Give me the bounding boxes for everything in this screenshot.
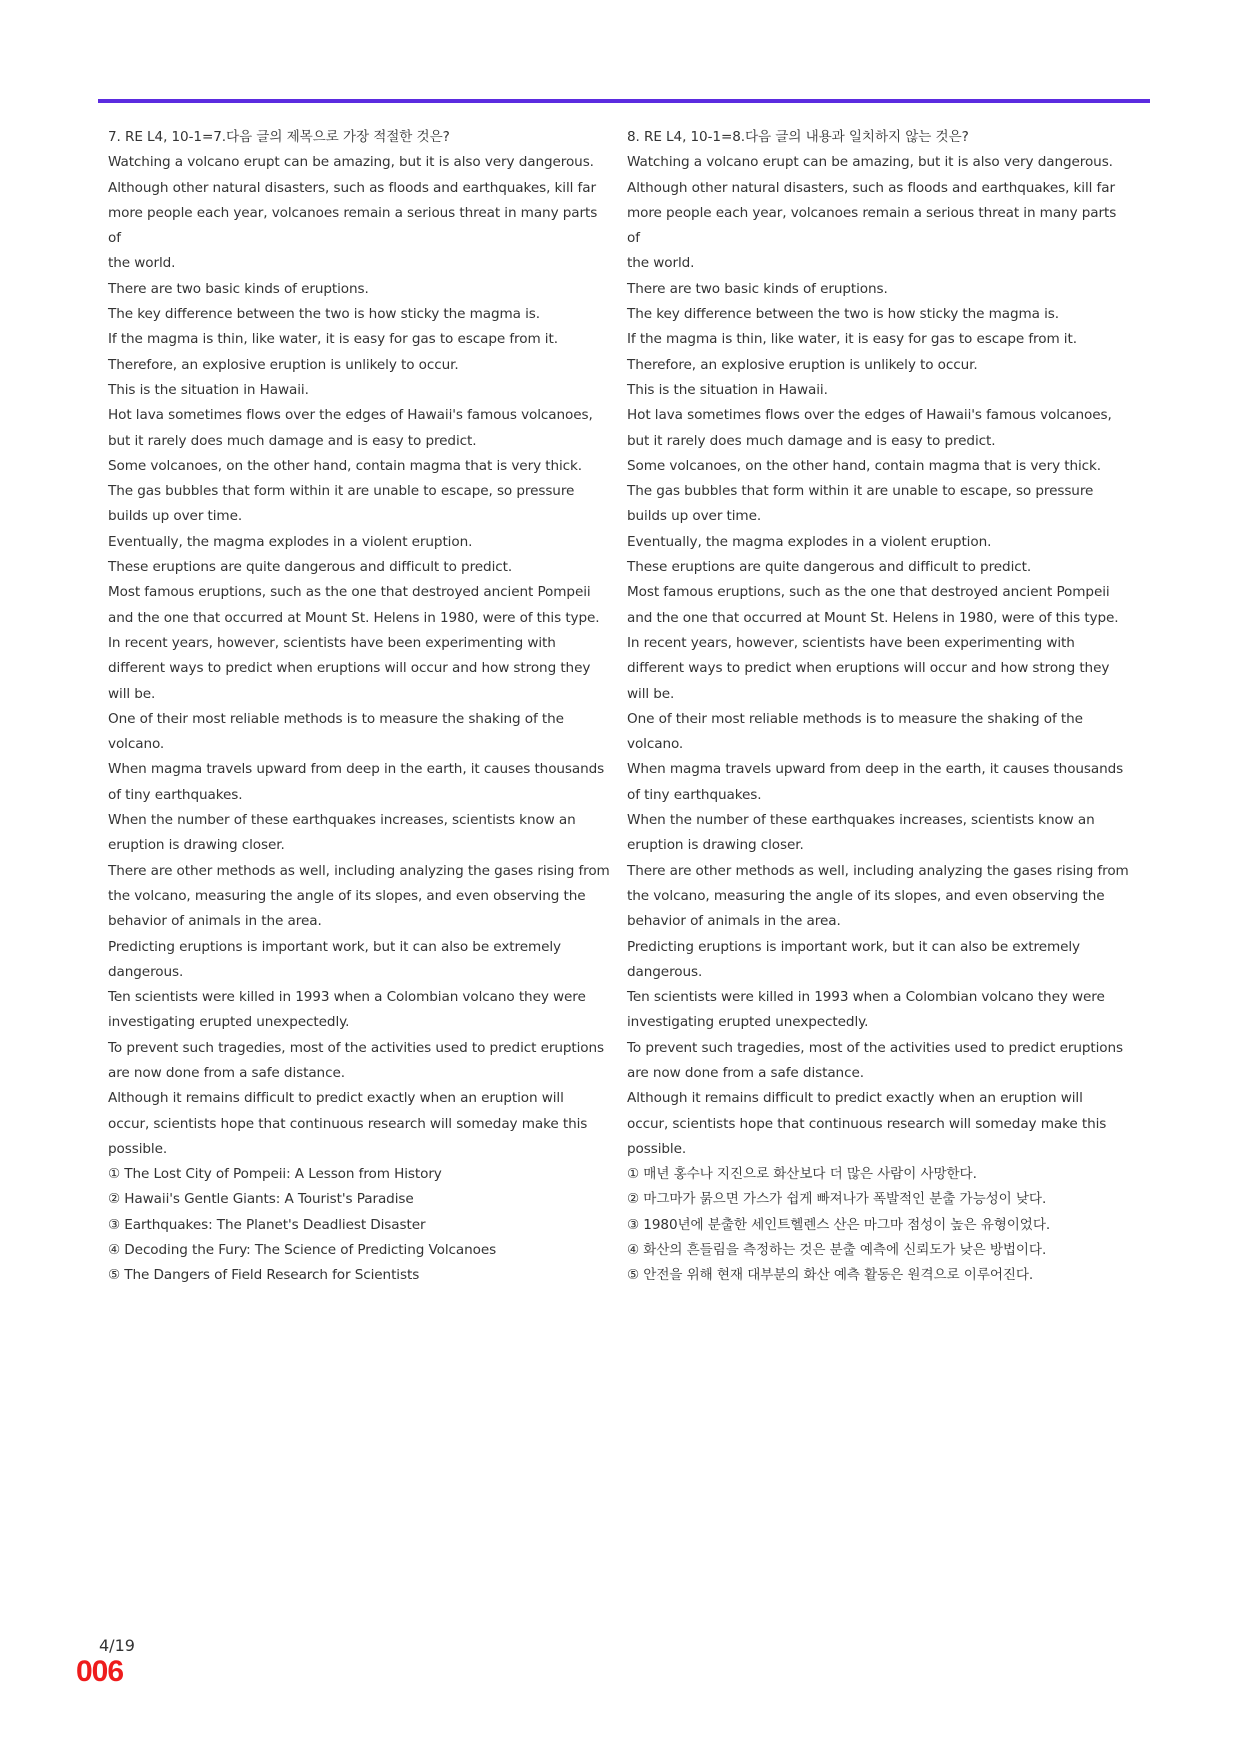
- passage-line: investigating erupted unexpectedly.: [627, 1014, 869, 1031]
- passage: [108, 150, 613, 1162]
- passage-line: To prevent such tragedies, most of the activities used to predict eruptions: [108, 1039, 604, 1056]
- passage-line: occur, scientists hope that continuous research will someday make this: [627, 1115, 1107, 1132]
- passage-line: Hot lava sometimes flows over the edges of Hawaii's famous volcanoes,: [627, 407, 1112, 424]
- question-header: 7. RE L4, 10-1=7.다음 글의 제목으로 가장 적절한 것은?: [108, 129, 450, 145]
- passage-line: eruption is drawing closer.: [627, 837, 804, 854]
- passage-line: the world.: [627, 255, 695, 272]
- passage-line: These eruptions are quite dangerous and difficult to predict.: [627, 559, 1032, 576]
- passage-line: Ten scientists were killed in 1993 when a Colombian volcano they were: [108, 989, 586, 1006]
- passage-line: possible.: [627, 1140, 687, 1157]
- passage: [627, 150, 1132, 1162]
- passage-line: Ten scientists were killed in 1993 when a Colombian volcano they were: [627, 989, 1105, 1006]
- passage-line: There are two basic kinds of eruptions.: [627, 280, 888, 297]
- passage-line: and the one that occurred at Mount St. Helens in 1980, were of this type.: [627, 609, 1119, 626]
- passage-line: are now done from a safe distance.: [108, 1064, 345, 1081]
- answer-option[interactable]: ② 마그마가 묽으면 가스가 쉽게 빠져나가 폭발적인 분출 가능성이 낮다.: [627, 1191, 1047, 1208]
- passage-line: will be.: [627, 685, 675, 702]
- passage-line: behavior of animals in the area.: [627, 913, 841, 930]
- passage-line: behavior of animals in the area.: [108, 913, 322, 930]
- passage-line: different ways to predict when eruptions will occur and how strong they: [627, 660, 1110, 677]
- passage-line: Predicting eruptions is important work, but it can also be extremely: [108, 938, 561, 955]
- passage-line: There are two basic kinds of eruptions.: [108, 280, 369, 297]
- passage-line: Therefore, an explosive eruption is unlikely to occur.: [627, 356, 978, 373]
- answer-option[interactable]: ② Hawaii's Gentle Giants: A Tourist's Paradise: [108, 1191, 414, 1208]
- passage-line: The key difference between the two is how sticky the magma is.: [108, 306, 540, 323]
- passage-line: possible.: [108, 1140, 168, 1157]
- passage-line: If the magma is thin, like water, it is easy for gas to escape from it.: [108, 331, 558, 348]
- passage-line: Watching a volcano erupt can be amazing, but it is also very dangerous.: [108, 154, 594, 171]
- page-number: 006: [76, 1655, 124, 1688]
- passage-line: dangerous.: [108, 963, 184, 980]
- passage-line: Predicting eruptions is important work, but it can also be extremely: [627, 938, 1080, 955]
- passage-line: eruption is drawing closer.: [108, 837, 285, 854]
- answer-option[interactable]: ④ Decoding the Fury: The Science of Predicting Volcanoes: [108, 1242, 497, 1259]
- passage-line: Although other natural disasters, such as floods and earthquakes, kill far: [108, 179, 596, 196]
- answer-options: [108, 1162, 613, 1288]
- passage-line: The key difference between the two is how sticky the magma is.: [627, 306, 1059, 323]
- passage-line: Some volcanoes, on the other hand, contain magma that is very thick.: [627, 457, 1102, 474]
- passage-line: builds up over time.: [108, 508, 243, 525]
- passage-line: will be.: [108, 685, 156, 702]
- passage-line: and the one that occurred at Mount St. Helens in 1980, were of this type.: [108, 609, 600, 626]
- passage-line: Hot lava sometimes flows over the edges of Hawaii's famous volcanoes,: [108, 407, 593, 424]
- passage-line: The gas bubbles that form within it are unable to escape, so pressure: [627, 483, 1094, 500]
- passage-line: the volcano, measuring the angle of its slopes, and even observing the: [108, 887, 586, 904]
- passage-line: Most famous eruptions, such as the one that destroyed ancient Pompeii: [627, 584, 1110, 601]
- passage-line: more people each year, volcanoes remain a serious threat in many parts of: [627, 204, 1117, 247]
- passage-line: If the magma is thin, like water, it is easy for gas to escape from it.: [627, 331, 1077, 348]
- passage-line: In recent years, however, scientists have been experimenting with: [627, 634, 1075, 651]
- passage-line: Although it remains difficult to predict exactly when an eruption will: [108, 1090, 564, 1107]
- passage-line: different ways to predict when eruptions will occur and how strong they: [108, 660, 591, 677]
- page-indicator: 4/19: [99, 1636, 135, 1655]
- passage-line: One of their most reliable methods is to measure the shaking of the: [627, 710, 1083, 727]
- passage-line: the volcano, measuring the angle of its slopes, and even observing the: [627, 887, 1105, 904]
- passage-line: When magma travels upward from deep in the earth, it causes thousands: [627, 761, 1124, 778]
- passage-line: This is the situation in Hawaii.: [108, 381, 309, 398]
- answer-option[interactable]: ④ 화산의 흔들림을 측정하는 것은 분출 예측에 신뢰도가 낮은 방법이다.: [627, 1242, 1047, 1259]
- passage-line: Most famous eruptions, such as the one that destroyed ancient Pompeii: [108, 584, 591, 601]
- passage-line: volcano.: [627, 736, 684, 753]
- question-header: 8. RE L4, 10-1=8.다음 글의 내용과 일치하지 않는 것은?: [627, 129, 969, 145]
- answer-option[interactable]: ① The Lost City of Pompeii: A Lesson from History: [108, 1166, 442, 1183]
- passage-line: Therefore, an explosive eruption is unlikely to occur.: [108, 356, 459, 373]
- passage-line: In recent years, however, scientists have been experimenting with: [108, 634, 556, 651]
- question-7-column: [108, 125, 613, 1289]
- passage-line: When the number of these earthquakes increases, scientists know an: [627, 812, 1095, 829]
- answer-option[interactable]: ⑤ The Dangers of Field Research for Scientists: [108, 1267, 420, 1284]
- passage-line: volcano.: [108, 736, 165, 753]
- passage-line: the world.: [108, 255, 176, 272]
- passage-line: When magma travels upward from deep in the earth, it causes thousands: [108, 761, 605, 778]
- answer-option[interactable]: ⑤ 안전을 위해 현재 대부분의 화산 예측 활동은 원격으로 이루어진다.: [627, 1267, 1034, 1284]
- passage-line: The gas bubbles that form within it are unable to escape, so pressure: [108, 483, 575, 500]
- question-8-column: [627, 125, 1132, 1289]
- header-rule: [98, 99, 1150, 103]
- passage-line: This is the situation in Hawaii.: [627, 381, 828, 398]
- passage-line: but it rarely does much damage and is easy to predict.: [627, 432, 996, 449]
- passage-line: Although it remains difficult to predict exactly when an eruption will: [627, 1090, 1083, 1107]
- answer-options: [627, 1162, 1132, 1288]
- passage-line: of tiny earthquakes.: [108, 786, 243, 803]
- passage-line: Eventually, the magma explodes in a violent eruption.: [627, 533, 992, 550]
- passage-line: dangerous.: [627, 963, 703, 980]
- passage-line: One of their most reliable methods is to measure the shaking of the: [108, 710, 564, 727]
- passage-line: When the number of these earthquakes increases, scientists know an: [108, 812, 576, 829]
- passage-line: more people each year, volcanoes remain a serious threat in many parts of: [108, 204, 598, 247]
- answer-option[interactable]: ③ Earthquakes: The Planet's Deadliest Disaster: [108, 1216, 426, 1233]
- passage-line: of tiny earthquakes.: [627, 786, 762, 803]
- passage-line: These eruptions are quite dangerous and difficult to predict.: [108, 559, 513, 576]
- passage-line: but it rarely does much damage and is easy to predict.: [108, 432, 477, 449]
- answer-option[interactable]: ① 매년 홍수나 지진으로 화산보다 더 많은 사람이 사망한다.: [627, 1166, 977, 1183]
- passage-line: Watching a volcano erupt can be amazing, but it is also very dangerous.: [627, 154, 1113, 171]
- passage-line: There are other methods as well, including analyzing the gases rising from: [108, 862, 610, 879]
- passage-line: Although other natural disasters, such as floods and earthquakes, kill far: [627, 179, 1115, 196]
- passage-line: are now done from a safe distance.: [627, 1064, 864, 1081]
- answer-option[interactable]: ③ 1980년에 분출한 세인트헬렌스 산은 마그마 점성이 높은 유형이었다.: [627, 1216, 1051, 1233]
- passage-line: There are other methods as well, including analyzing the gases rising from: [627, 862, 1129, 879]
- passage-line: investigating erupted unexpectedly.: [108, 1014, 350, 1031]
- passage-line: occur, scientists hope that continuous research will someday make this: [108, 1115, 588, 1132]
- passage-line: To prevent such tragedies, most of the activities used to predict eruptions: [627, 1039, 1123, 1056]
- passage-line: builds up over time.: [627, 508, 762, 525]
- passage-line: Some volcanoes, on the other hand, contain magma that is very thick.: [108, 457, 583, 474]
- passage-line: Eventually, the magma explodes in a violent eruption.: [108, 533, 473, 550]
